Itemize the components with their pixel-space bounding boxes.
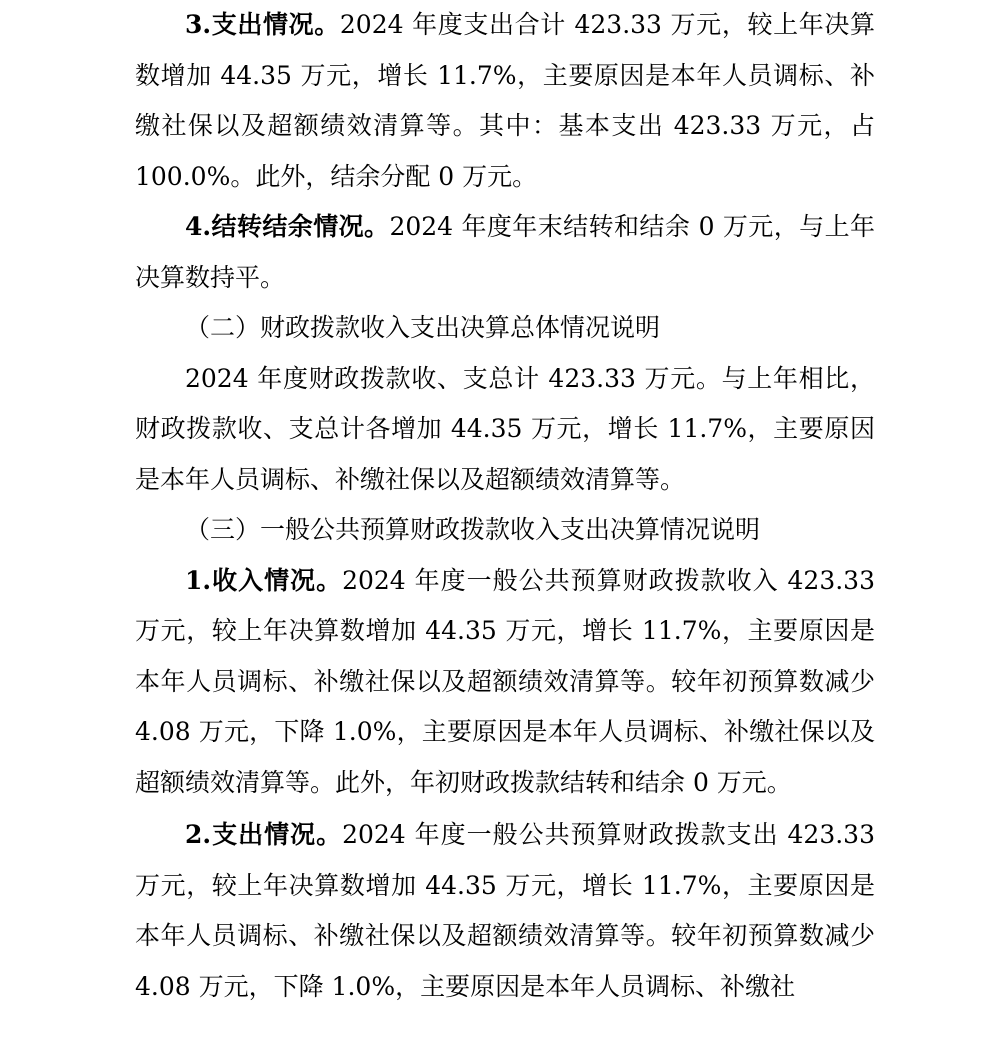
document-page — [135, 0, 875, 1012]
paragraph-text: 2024 年度年末结转和结余 0 万元，与上年决算数持平。 — [135, 212, 875, 292]
paragraph-general-expenditure — [135, 810, 875, 1012]
paragraph-text: 2024 年度一般公共预算财政拨款收入 423.33 万元，较上年决算数增加 44.35 万元，增长 11.7%，主要原因是本年人员调标、补缴社保以及超额绩效清算等。较年初预算数减少 4.08 万元，下降 1.0%，主要原因是本年人员调标、补缴社保以及超额绩效清算等。此外，年初财政拨款结转和结余 0 万元。 — [135, 565, 875, 797]
paragraph-fiscal-total — [135, 354, 875, 506]
paragraph-lead: 2.支出情况。 — [185, 820, 343, 849]
paragraph-lead: 4.结转结余情况。 — [185, 212, 390, 241]
paragraph-carryover — [135, 202, 875, 303]
section-heading-3: （三）一般公共预算财政拨款收入支出决算情况说明 — [185, 515, 761, 544]
section-heading-2: （二）财政拨款收入支出决算总体情况说明 — [185, 313, 661, 342]
paragraph-text: 2024 年度支出合计 423.33 万元，较上年决算数增加 44.35 万元，增长 11.7%，主要原因是本年人员调标、补缴社保以及超额绩效清算等。其中：基本支出 423.33 万元，占 100.0%。此外，结余分配 0 万元。 — [135, 10, 875, 191]
paragraph-lead: 1.收入情况。 — [185, 565, 343, 595]
paragraph-expenditure — [135, 0, 875, 202]
paragraph-income — [135, 556, 875, 809]
paragraph-text: 2024 年度一般公共预算财政拨款支出 423.33 万元，较上年决算数增加 44.35 万元，增长 11.7%，主要原因是本年人员调标、补缴社保以及超额绩效清算等。较年初预算数减少 4.08 万元，下降 1.0%，主要原因是本年人员调标、补缴社 — [135, 820, 875, 1001]
paragraph-lead: 3.支出情况。 — [185, 10, 340, 39]
paragraph-text: 2024 年度财政拨款收、支总计 423.33 万元。与上年相比，财政拨款收、支总计各增加 44.35 万元，增长 11.7%，主要原因是本年人员调标、补缴社保以及超额绩效清算等。 — [135, 363, 875, 494]
